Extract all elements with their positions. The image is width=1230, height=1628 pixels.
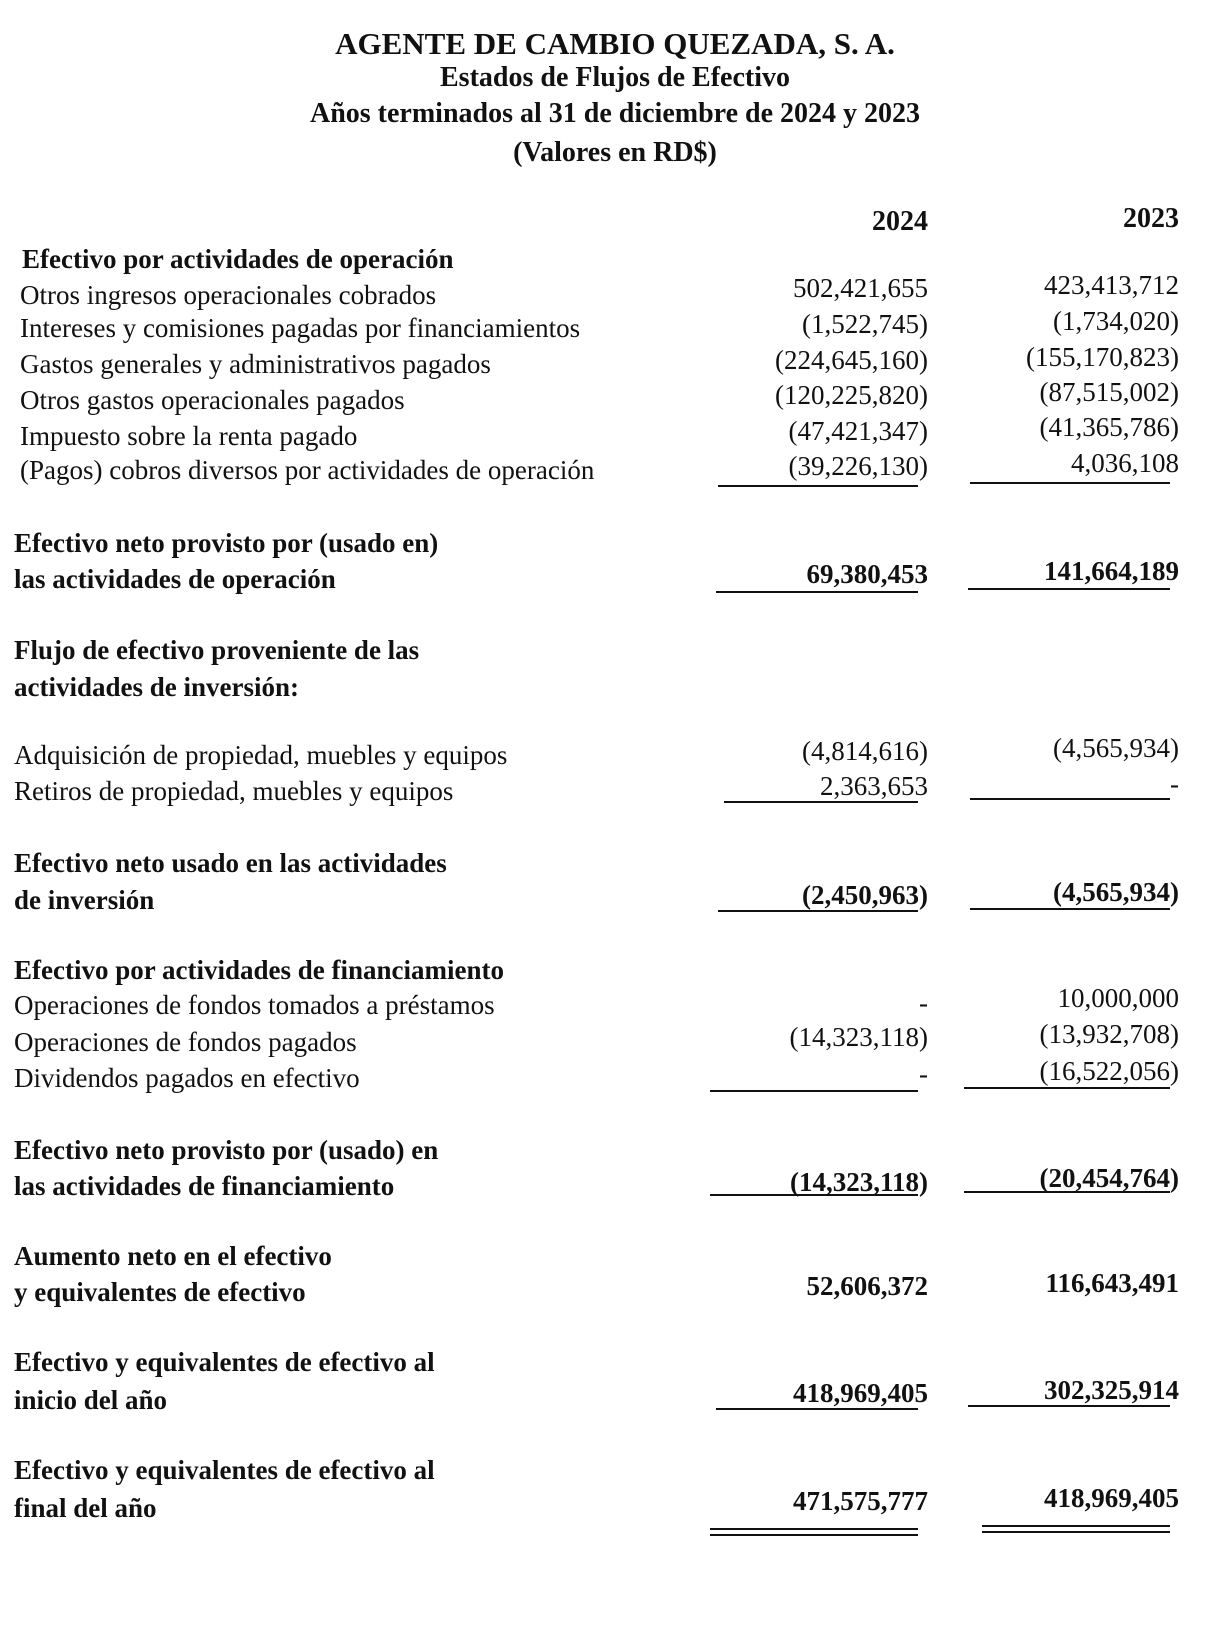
operating-item-2023: (87,515,002) — [1039, 377, 1179, 407]
financing-item-label: Dividendos pagados en efectivo — [14, 1063, 360, 1093]
statement-title: Estados de Flujos de Efectivo — [440, 62, 790, 93]
financing-total-2023: (20,454,764) — [1039, 1163, 1179, 1193]
company-name: AGENTE DE CAMBIO QUEZADA, S. A. — [335, 26, 895, 61]
operating-total-label: Efectivo neto provisto por (usado en) — [14, 528, 439, 558]
operating-item-2024: 502,421,655 — [793, 273, 928, 303]
operating-item-label: (Pagos) cobros diversos por actividades de operación — [20, 455, 595, 485]
financing-item-2023: (16,522,056) — [1039, 1056, 1179, 1086]
ending-balance-label: final del año — [14, 1493, 157, 1523]
net-increase-2023: 116,643,491 — [1045, 1268, 1179, 1298]
investing-item-label: Retiros de propiedad, muebles y equipos — [14, 776, 454, 806]
operating-item-2023: 4,036,108 — [1071, 448, 1179, 478]
investing-total-label: Efectivo neto usado en las actividades — [14, 848, 447, 878]
investing-item-2024: 2,363,653 — [820, 771, 928, 801]
column-header-2024: 2024 — [872, 206, 928, 237]
financing-total-label: Efectivo neto provisto por (usado) en — [14, 1135, 439, 1165]
operating-item-2024: (224,645,160) — [775, 345, 928, 375]
ending-balance-2023: 418,969,405 — [1044, 1483, 1179, 1513]
total-rule — [716, 1408, 918, 1410]
total-rule — [710, 1194, 918, 1196]
operating-total-2023: 141,664,189 — [1044, 556, 1179, 586]
subtotal-rule — [970, 482, 1170, 484]
currency-note: (Valores en RD$) — [513, 137, 717, 168]
financing-total-2024: (14,323,118) — [790, 1167, 928, 1197]
double-underline — [710, 1528, 918, 1536]
net-increase-label: Aumento neto en el efectivo — [14, 1241, 332, 1271]
operating-item-2023: (155,170,823) — [1026, 342, 1179, 372]
subtotal-rule — [718, 485, 918, 487]
financing-item-2023: 10,000,000 — [1057, 983, 1179, 1013]
investing-total-label: de inversión — [14, 885, 155, 915]
investing-heading: Flujo de efectivo proveniente de las — [14, 635, 420, 665]
financing-item-2024: - — [919, 988, 928, 1018]
net-increase-label: y equivalentes de efectivo — [14, 1277, 306, 1307]
operating-item-2023: 423,413,712 — [1044, 270, 1179, 300]
total-rule — [970, 908, 1170, 910]
investing-total-2024: (2,450,963) — [802, 880, 928, 910]
operating-item-2023: (1,734,020) — [1053, 306, 1179, 336]
operating-item-2024: (1,522,745) — [802, 309, 928, 339]
financing-total-label: las actividades de financiamiento — [14, 1171, 395, 1201]
subtotal-rule — [724, 801, 918, 803]
operating-item-2024: (120,225,820) — [775, 380, 928, 410]
financing-item-2023: (13,932,708) — [1039, 1019, 1179, 1049]
investing-total-2023: (4,565,934) — [1053, 877, 1179, 907]
financing-item-2024: (14,323,118) — [789, 1022, 928, 1052]
beginning-balance-label: inicio del año — [14, 1385, 168, 1415]
investing-heading: actividades de inversión: — [14, 672, 300, 702]
column-header-2023: 2023 — [1123, 203, 1179, 234]
investing-item-2023: - — [1170, 769, 1179, 799]
subtotal-rule — [710, 1090, 918, 1092]
statement-period: Años terminados al 31 de diciembre de 2024 y 2023 — [309, 98, 921, 129]
investing-item-2023: (4,565,934) — [1053, 733, 1179, 763]
operating-item-label: Gastos generales y administrativos pagados — [20, 349, 491, 379]
total-rule — [964, 1191, 1170, 1193]
total-rule — [968, 588, 1170, 590]
operating-item-label: Intereses y comisiones pagadas por financiamientos — [20, 313, 581, 343]
subtotal-rule — [964, 1087, 1170, 1089]
operating-item-2023: (41,365,786) — [1039, 412, 1179, 442]
operating-heading: Efectivo por actividades de operación — [22, 244, 454, 274]
financing-item-label: Operaciones de fondos tomados a préstamos — [14, 990, 495, 1020]
total-rule — [968, 1405, 1170, 1407]
ending-balance-label: Efectivo y equivalentes de efectivo al — [14, 1455, 435, 1485]
operating-item-2024: (39,226,130) — [788, 451, 928, 481]
operating-total-label: las actividades de operación — [14, 564, 336, 594]
operating-item-2024: (47,421,347) — [788, 416, 928, 446]
financing-item-label: Operaciones de fondos pagados — [14, 1027, 357, 1057]
beginning-balance-2023: 302,325,914 — [1044, 1375, 1179, 1405]
total-rule — [716, 591, 918, 593]
investing-item-label: Adquisición de propiedad, muebles y equipos — [14, 740, 508, 770]
investing-item-2024: (4,814,616) — [802, 736, 928, 766]
financing-heading: Efectivo por actividades de financiamiento — [14, 955, 504, 985]
financing-item-2024: - — [919, 1059, 928, 1089]
operating-item-label: Impuesto sobre la renta pagado — [20, 421, 358, 451]
ending-balance-2024: 471,575,777 — [793, 1486, 928, 1516]
subtotal-rule — [970, 798, 1170, 800]
operating-item-label: Otros gastos operacionales pagados — [20, 385, 405, 415]
operating-item-label: Otros ingresos operacionales cobrados — [20, 280, 437, 310]
operating-total-2024: 69,380,453 — [806, 559, 928, 589]
beginning-balance-2024: 418,969,405 — [793, 1378, 928, 1408]
total-rule — [718, 910, 918, 912]
net-increase-2024: 52,606,372 — [806, 1271, 928, 1301]
double-underline — [982, 1525, 1170, 1533]
beginning-balance-label: Efectivo y equivalentes de efectivo al — [14, 1347, 435, 1377]
